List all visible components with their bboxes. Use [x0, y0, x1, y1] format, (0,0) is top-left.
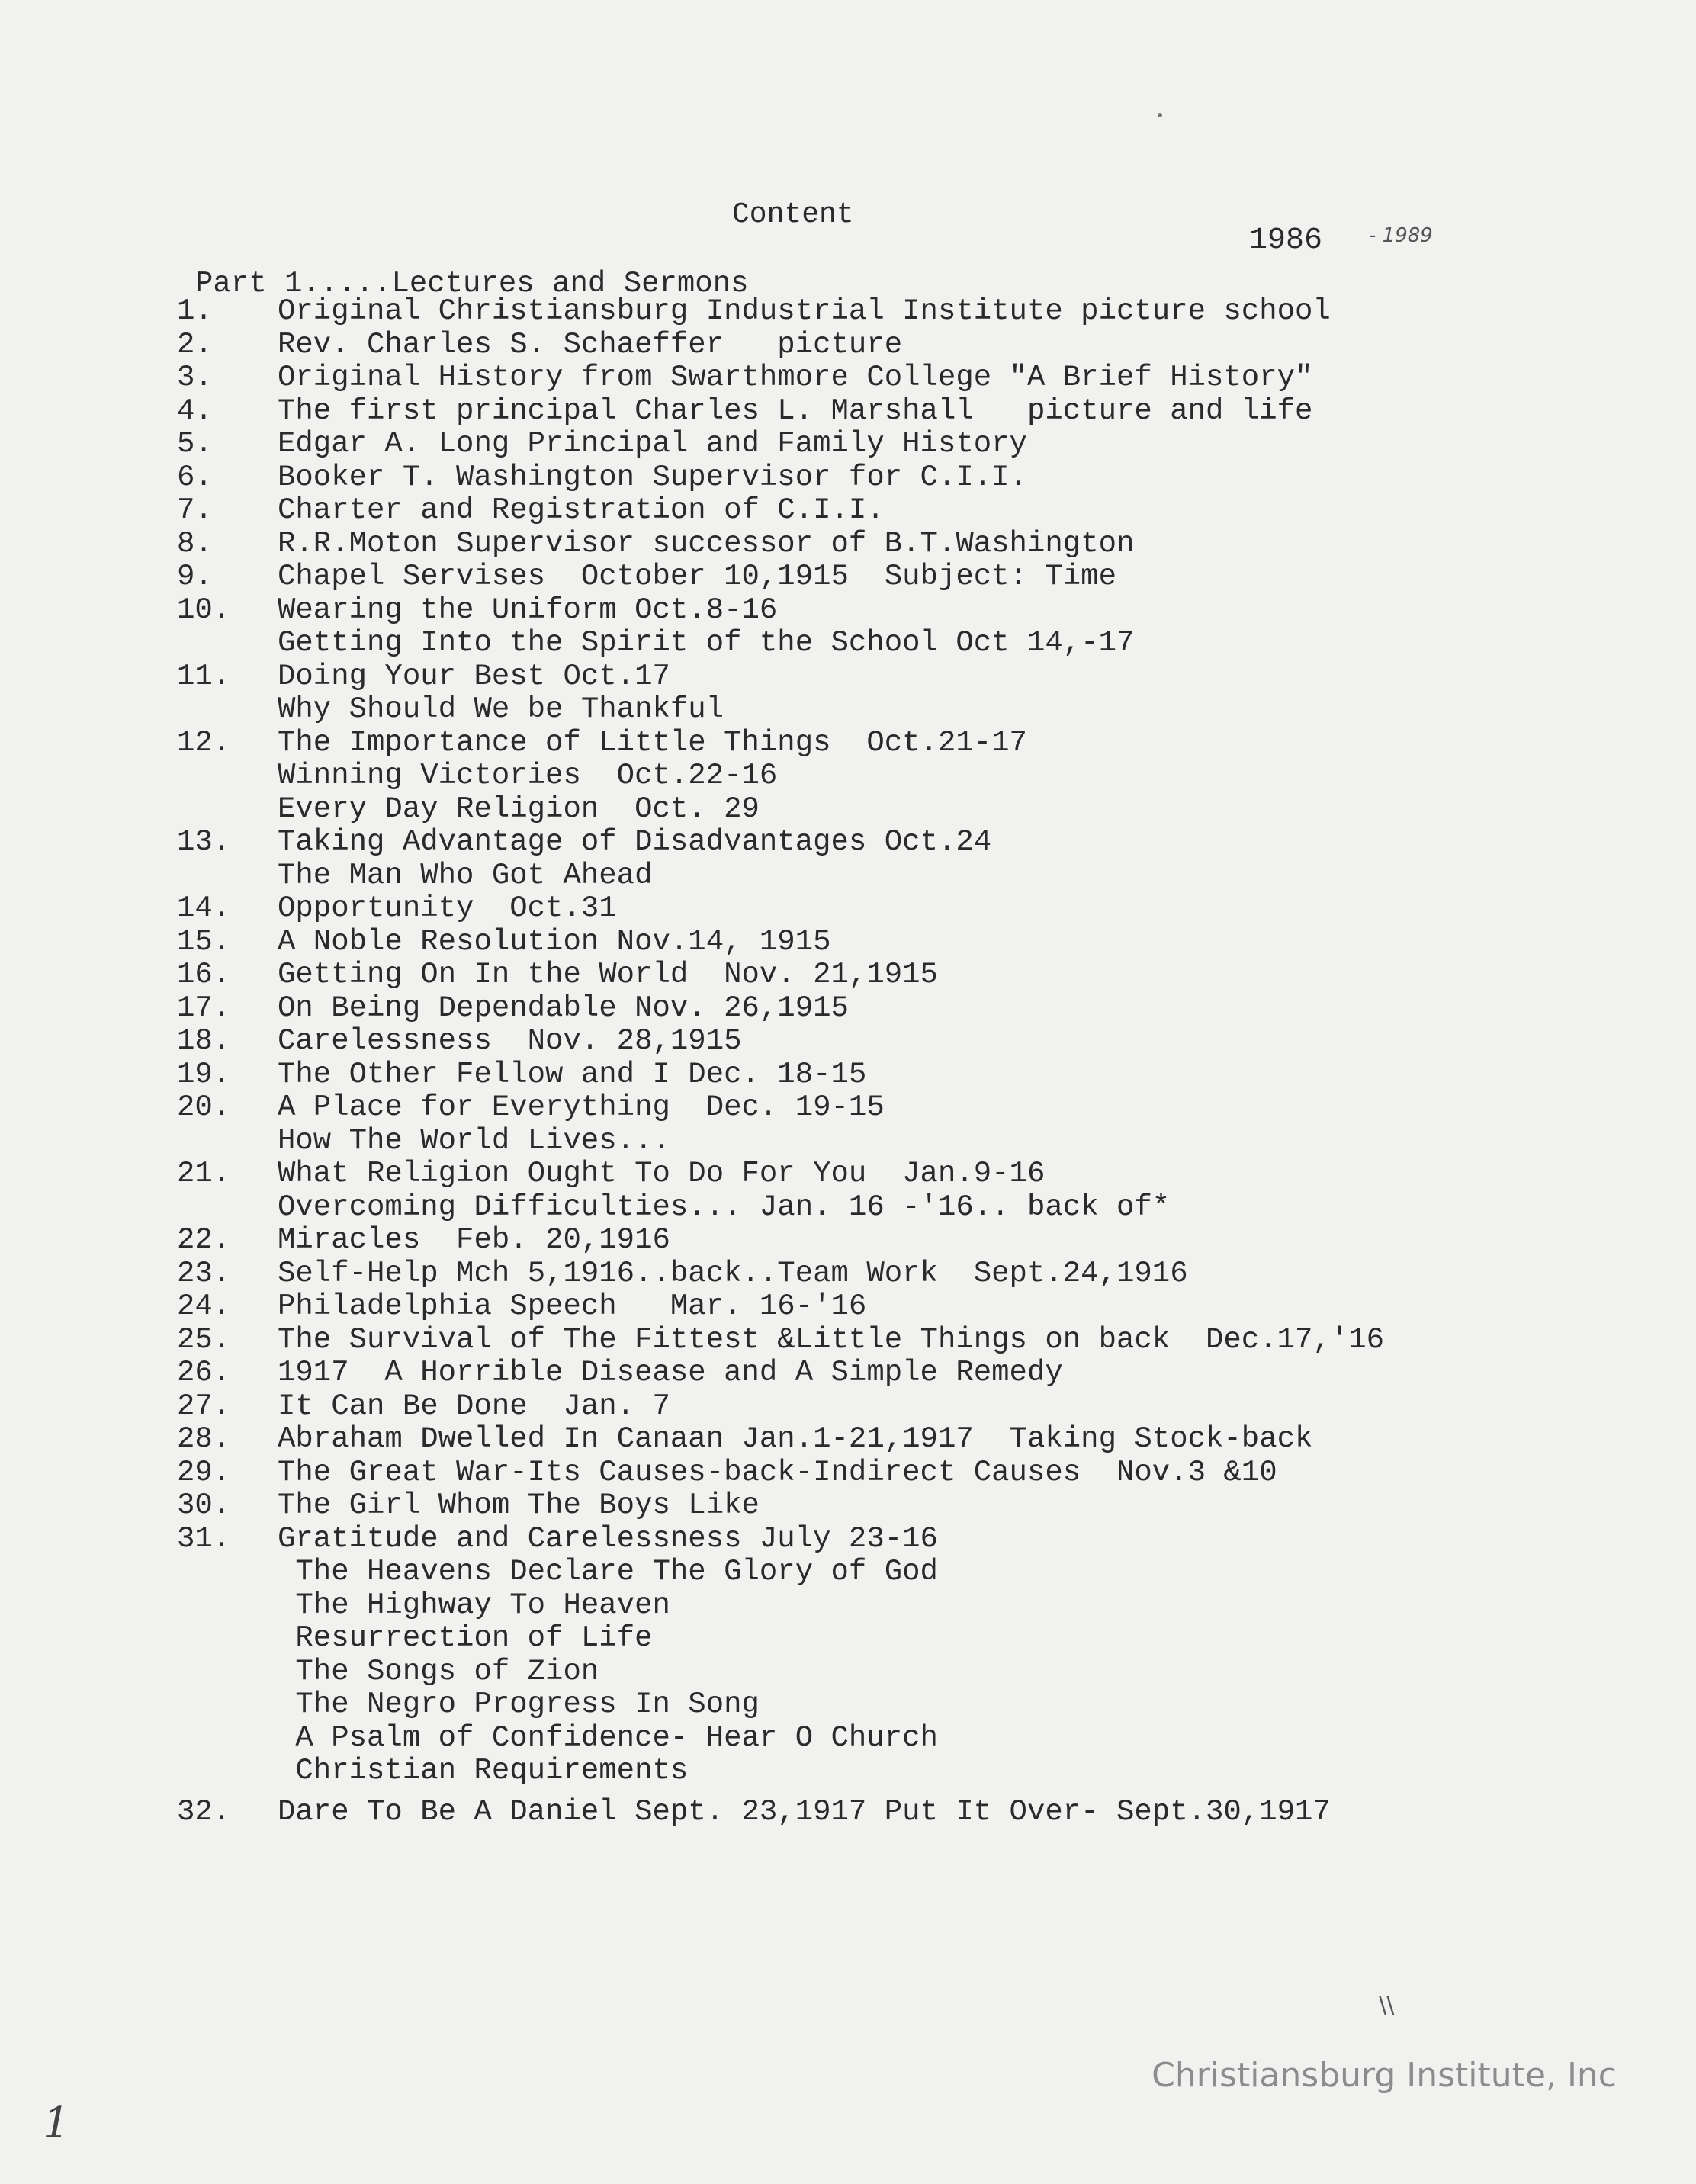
entry-text: The Songs of Zion: [278, 1654, 599, 1688]
entry-number: 9.: [177, 560, 213, 593]
entry-text: How The World Lives...: [278, 1123, 670, 1158]
entry-number: 7.: [177, 493, 213, 527]
entry-text: Getting On In the World Nov. 21,1915: [278, 958, 938, 991]
entry-text: Gratitude and Carelessness July 23-16: [278, 1521, 938, 1556]
entry-number: 24.: [177, 1290, 231, 1323]
entry-text: Abraham Dwelled In Canaan Jan.1-21,1917 Taking Stock-back: [278, 1422, 1313, 1456]
entry-number: 28.: [177, 1422, 231, 1456]
entry-text: Edgar A. Long Principal and Family History: [278, 427, 1027, 461]
entry-number: 30.: [177, 1489, 231, 1522]
entry-number: 4.: [177, 393, 213, 428]
entry-text: Resurrection of Life: [278, 1621, 653, 1655]
entry-text: The Other Fellow and I Dec. 18-15: [278, 1057, 867, 1091]
entry-number: 25.: [177, 1322, 231, 1357]
entry-number: 6.: [177, 460, 213, 494]
entry-text: Miracles Feb. 20,1916: [278, 1223, 670, 1257]
entry-text: R.R.Moton Supervisor successor of B.T.Washington: [278, 526, 1135, 560]
entry-text: Rev. Charles S. Schaeffer picture: [278, 327, 903, 361]
margin-mark: \\: [1379, 1992, 1395, 2019]
entry-text: Getting Into the Spirit of the School Oct 14,-17: [278, 626, 1135, 660]
entry-text: Every Day Religion Oct. 29: [278, 792, 760, 826]
entry-text: A Psalm of Confidence- Hear O Church: [278, 1720, 938, 1755]
entry-text: Taking Advantage of Disadvantages Oct.24: [278, 825, 992, 859]
entry-text: Original History from Swarthmore College "A Brief History": [278, 361, 1313, 394]
entry-text: Booker T. Washington Supervisor for C.I.I.: [278, 460, 1027, 494]
entry-number: 10.: [177, 593, 231, 627]
entry-text: The Negro Progress In Song: [278, 1688, 760, 1721]
entry-number: 31.: [177, 1521, 231, 1556]
entry-text: Winning Victories Oct.22-16: [278, 759, 778, 792]
entry-text: Dare To Be A Daniel Sept. 23,1917 Put It Over- Sept.30,1917: [278, 1794, 1331, 1829]
entry-number: 18.: [177, 1024, 231, 1058]
entry-text: Doing Your Best Oct.17: [278, 659, 670, 693]
paper-speck: [1158, 113, 1162, 117]
entry-text: Charter and Registration of C.I.I.: [278, 493, 885, 527]
entry-text: The first principal Charles L. Marshall picture and life: [278, 393, 1313, 428]
entry-number: 1.: [177, 294, 213, 328]
part-heading: Part 1.....Lectures and Sermons: [195, 267, 749, 300]
entry-number: 23.: [177, 1256, 231, 1290]
entry-text: The Importance of Little Things Oct.21-17: [278, 725, 1027, 760]
entry-number: 20.: [177, 1090, 231, 1124]
entry-text: The Survival of The Fittest &Little Things on back Dec.17,'16: [278, 1322, 1385, 1357]
entry-text: The Girl Whom The Boys Like: [278, 1489, 760, 1522]
entry-text: Why Should We be Thankful: [278, 692, 724, 726]
entry-number: 5.: [177, 427, 213, 461]
entry-text: 1917 A Horrible Disease and A Simple Remedy: [278, 1356, 1063, 1389]
entry-text: Chapel Servises October 10,1915 Subject: Time: [278, 560, 1116, 593]
entry-text: Self-Help Mch 5,1916..back..Team Work Sept.24,1916: [278, 1256, 1188, 1290]
entry-number: 12.: [177, 725, 231, 760]
entry-number: 27.: [177, 1389, 231, 1423]
entry-text: Original Christiansburg Industrial Institute picture school: [278, 294, 1331, 328]
entry-number: 3.: [177, 361, 213, 394]
entry-number: 17.: [177, 991, 231, 1025]
entry-text: Christian Requirements: [278, 1754, 689, 1787]
year-typed: 1986: [1249, 223, 1323, 258]
entry-number: 29.: [177, 1455, 231, 1489]
entry-text: Overcoming Difficulties... Jan. 16 -'16.. back of*: [278, 1190, 1171, 1224]
entry-text: The Heavens Declare The Glory of God: [278, 1555, 938, 1588]
entry-number: 22.: [177, 1223, 231, 1257]
entry-number: 2.: [177, 327, 213, 361]
entry-text: Wearing the Uniform Oct.8-16: [278, 593, 778, 627]
page-title: Content: [732, 198, 854, 231]
entry-text: It Can Be Done Jan. 7: [278, 1389, 670, 1423]
entry-text: The Highway To Heaven: [278, 1588, 670, 1622]
entry-number: 15.: [177, 924, 231, 959]
entry-number: 8.: [177, 526, 213, 560]
watermark: Christiansburg Institute, Inc: [1152, 2056, 1617, 2095]
entry-number: 16.: [177, 958, 231, 991]
entry-text: The Great War-Its Causes-back-Indirect Causes Nov.3 &10: [278, 1455, 1277, 1489]
entry-number: 19.: [177, 1057, 231, 1091]
entry-text: Carelessness Nov. 28,1915: [278, 1024, 742, 1058]
entry-text: The Man Who Got Ahead: [278, 858, 653, 892]
entry-text: What Religion Ought To Do For You Jan.9-16: [278, 1157, 1046, 1190]
entry-text: Philadelphia Speech Mar. 16-'16: [278, 1290, 867, 1323]
entry-number: 26.: [177, 1356, 231, 1389]
entry-number: 21.: [177, 1157, 231, 1190]
entry-number: 32.: [177, 1794, 231, 1829]
handwritten-page-number: 1: [43, 2099, 70, 2148]
entry-text: Opportunity Oct.31: [278, 891, 617, 925]
entry-text: On Being Dependable Nov. 26,1915: [278, 991, 849, 1025]
entry-text: A Noble Resolution Nov.14, 1915: [278, 924, 831, 959]
entry-number: 11.: [177, 659, 231, 693]
entry-number: 14.: [177, 891, 231, 925]
entry-text: A Place for Everything Dec. 19-15: [278, 1090, 885, 1124]
year-handwritten: - 1989: [1369, 224, 1433, 247]
entry-number: 13.: [177, 825, 231, 859]
